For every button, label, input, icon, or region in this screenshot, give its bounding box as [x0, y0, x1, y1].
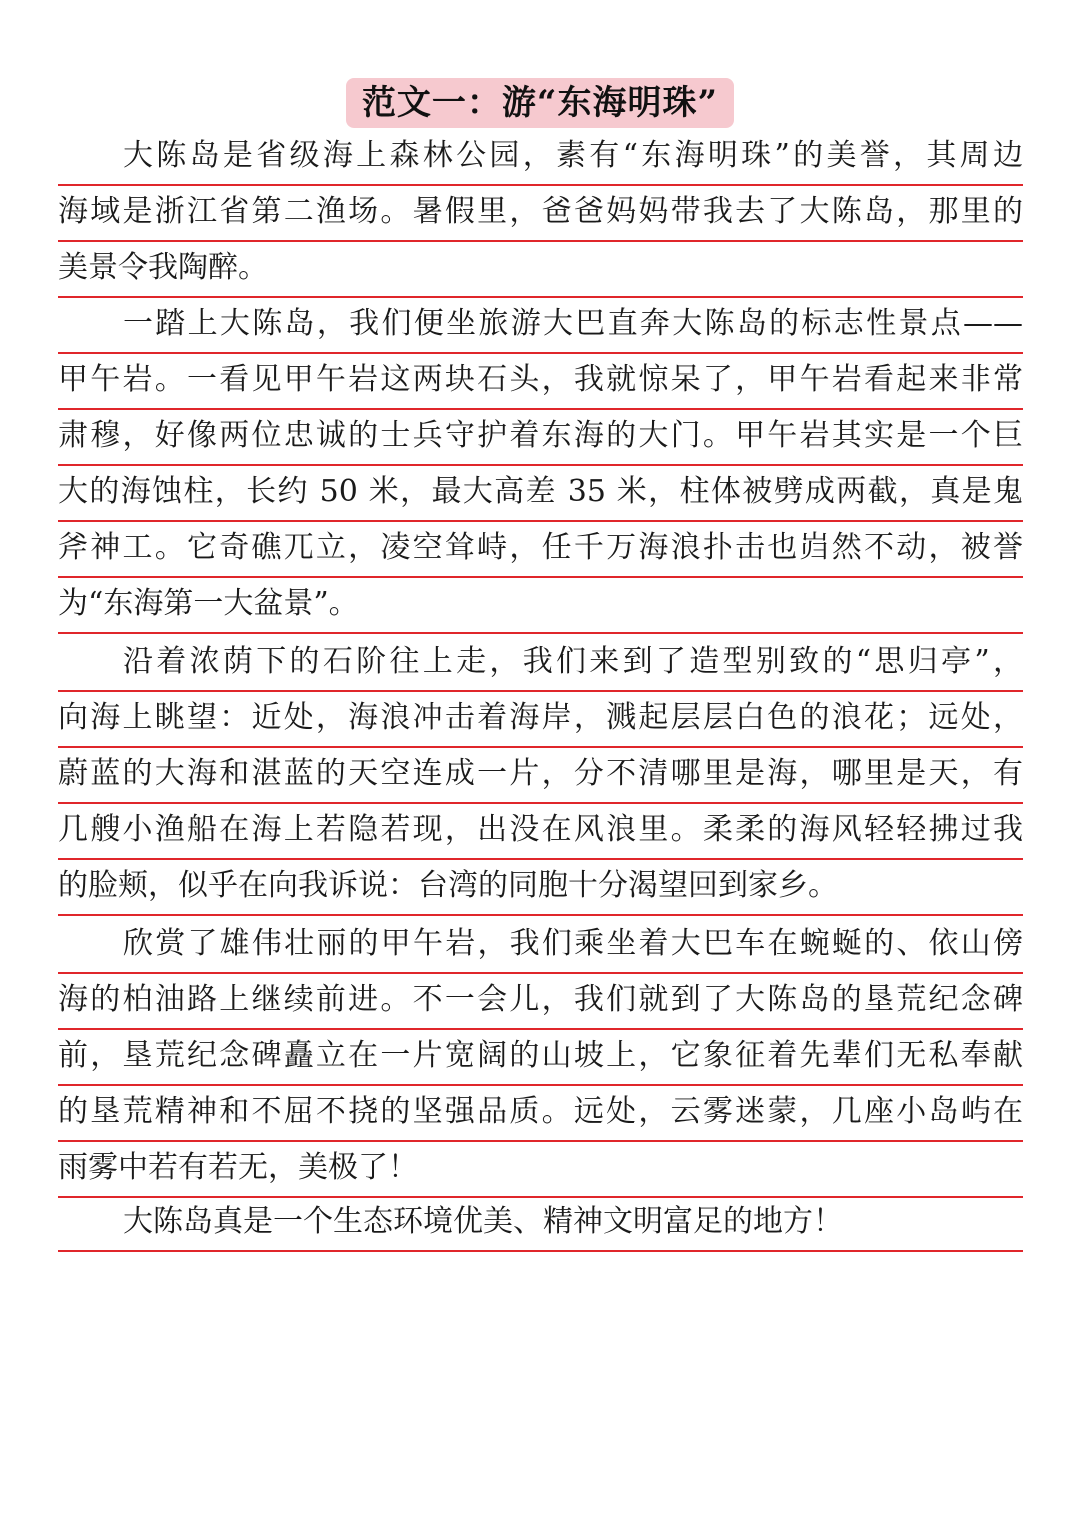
- text-line: 海域是浙江省第二渔场。暑假里，爸爸妈妈带我去了大陈岛，那里的: [58, 186, 1023, 242]
- text-line: 大的海蚀柱，长约 50 米，最大高差 35 米，柱体被劈成两截，真是鬼: [58, 466, 1023, 522]
- text-line: 向海上眺望：近处，海浪冲击着海岸，溅起层层白色的浪花；远处，: [58, 692, 1023, 748]
- text-line: 沿着浓荫下的石阶往上走，我们来到了造型别致的“思归亭”，: [58, 636, 1023, 692]
- text-line: 一踏上大陈岛，我们便坐旅游大巴直奔大陈岛的标志性景点——: [58, 298, 1023, 354]
- text-line: 甲午岩。一看见甲午岩这两块石头，我就惊呆了，甲午岩看起来非常: [58, 354, 1023, 410]
- essay-title: 范文一：游“东海明珠”: [346, 78, 734, 128]
- text-line: 前，垦荒纪念碑矗立在一片宽阔的山坡上，它象征着先辈们无私奉献: [58, 1030, 1023, 1086]
- text-line: 大陈岛是省级海上森林公园，素有“东海明珠”的美誉，其周边: [58, 130, 1023, 186]
- text-line: 蔚蓝的大海和湛蓝的天空连成一片，分不清哪里是海，哪里是天，有: [58, 748, 1023, 804]
- text-line: 的垦荒精神和不屈不挠的坚强品质。远处，云雾迷蒙，几座小岛屿在: [58, 1086, 1023, 1142]
- text-line: 美景令我陶醉。: [58, 242, 1023, 298]
- title-container: [0, 78, 1080, 128]
- text-line: 大陈岛真是一个生态环境优美、精神文明富足的地方！: [58, 1196, 1023, 1252]
- text-line: 几艘小渔船在海上若隐若现，出没在风浪里。柔柔的海风轻轻拂过我: [58, 804, 1023, 860]
- text-line: 海的柏油路上继续前进。不一会儿，我们就到了大陈岛的垦荒纪念碑: [58, 974, 1023, 1030]
- text-line: 雨雾中若有若无，美极了！: [58, 1142, 1023, 1198]
- text-line: 斧神工。它奇礁兀立，凌空耸峙，任千万海浪扑击也岿然不动，被誉: [58, 522, 1023, 578]
- text-line: 肃穆，好像两位忠诚的士兵守护着东海的大门。甲午岩其实是一个巨: [58, 410, 1023, 466]
- text-line: 欣赏了雄伟壮丽的甲午岩，我们乘坐着大巴车在蜿蜒的、依山傍: [58, 918, 1023, 974]
- text-line: 为“东海第一大盆景”。: [58, 578, 1023, 634]
- text-line: 的脸颊，似乎在向我诉说：台湾的同胞十分渴望回到家乡。: [58, 860, 1023, 916]
